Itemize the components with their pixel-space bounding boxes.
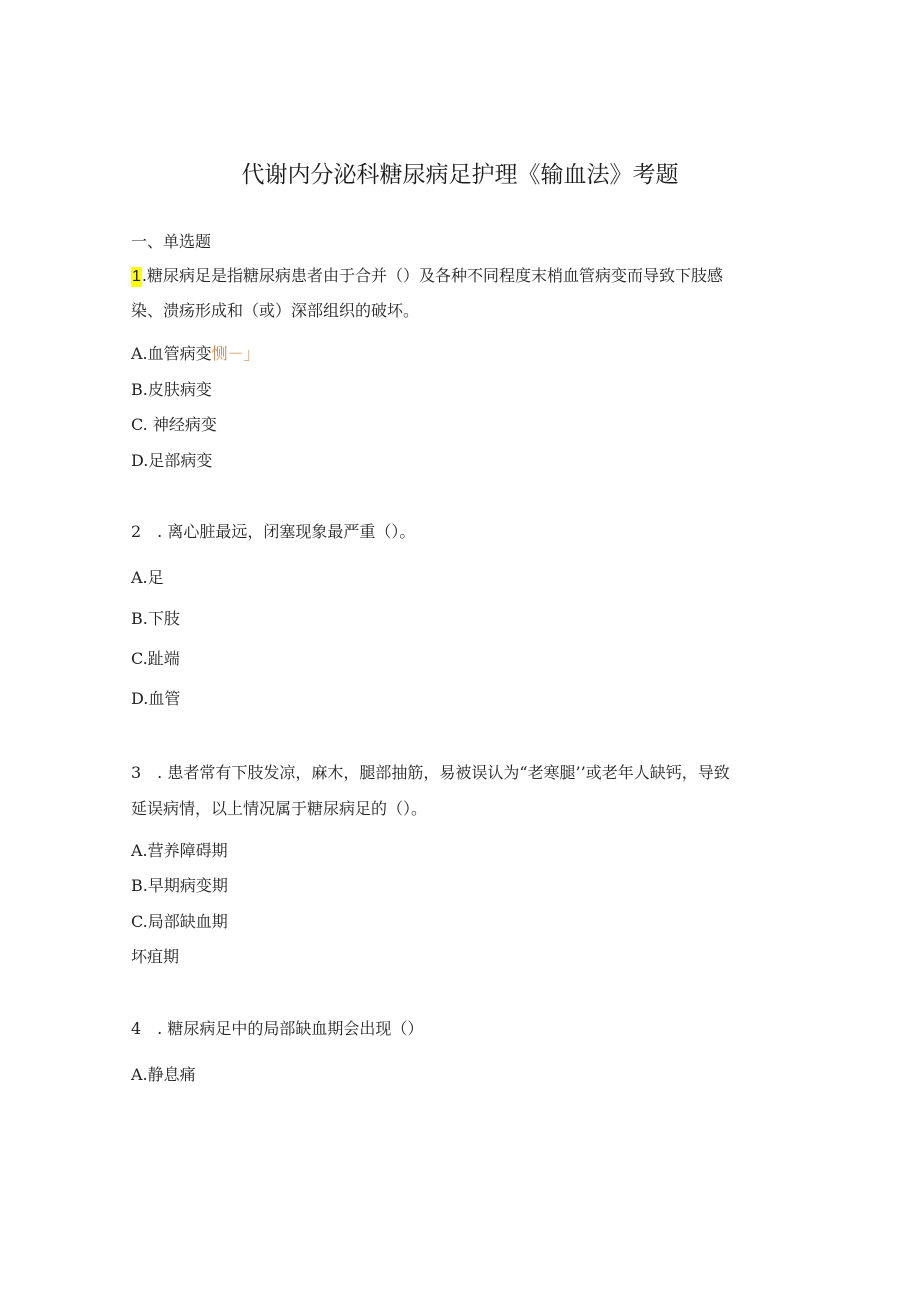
question-4: 4 . 糖尿病足中的局部缺血期会出现（） [131,1019,424,1038]
option-a-text: A.血管病变 [131,344,212,363]
question-1-option-a [131,344,260,364]
question-1-line-2: 染、溃疡形成和（或）深部组织的破坏。 [131,301,420,320]
section-heading: 一、单选题 [131,232,212,251]
document-title: 代谢内分泌科糖尿病足护理《输血法》考题 [241,162,679,188]
question-2-option-c: C.趾端 [131,649,180,668]
question-1-number: 1 [132,268,141,285]
question-3-option-a: A.营养障碍期 [131,841,228,860]
question-3-option-d: 坏疽期 [131,947,180,966]
question-1-option-b: B.皮肤病变 [131,380,212,399]
question-2-option-d: D.血管 [131,689,181,708]
question-2-option-a: A.足 [131,568,164,587]
question-1 [131,266,723,287]
question-3-option-c: C.局部缺血期 [131,912,228,931]
question-3-line-2: 延误病情，以上情况属于糖尿病足的（）。 [131,799,428,818]
question-3-option-b: B.早期病变期 [131,876,228,895]
question-1-option-c: C. 神经病变 [131,415,217,434]
question-2: 2 . 离心脏最远，闭塞现象最严重（）。 [131,522,416,541]
question-3-line-1: 3 . 患者常有下肢发凉，麻木，腿部抽筋，易被误认为“老寒腿’’或老年人缺钙，导致 [131,763,730,782]
question-1-option-d: D.足部病变 [131,451,213,470]
question-1-line-1: .糖尿病足是指糖尿病患者由于合并（）及各种不同程度末梢血管病变而导致下肢感 [141,266,723,285]
handwritten-annotation: 恻－」 [211,344,260,363]
question-2-option-b: B.下肢 [131,609,180,628]
question-4-option-a: A.静息痛 [131,1065,196,1084]
